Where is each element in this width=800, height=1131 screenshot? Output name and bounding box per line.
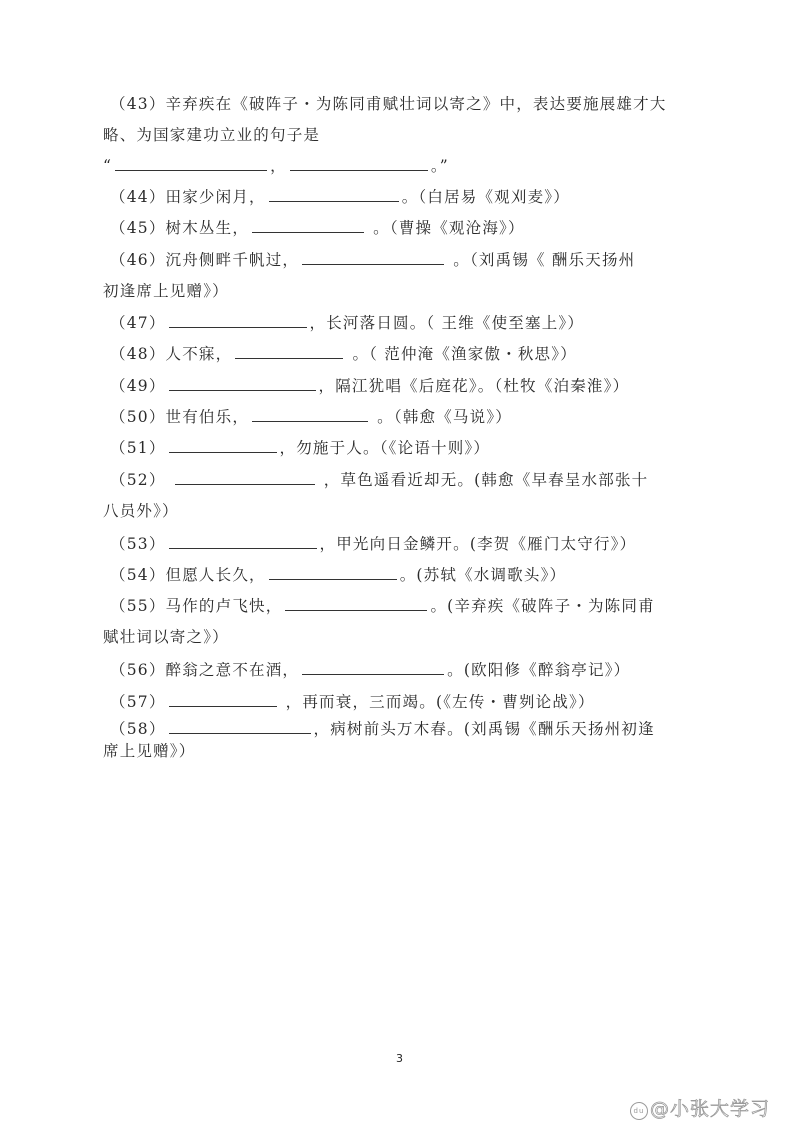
question-source: 。（刘禹锡《 酬乐天扬州 bbox=[447, 251, 636, 269]
question-source: 八员外》） bbox=[103, 502, 179, 520]
question-55 bbox=[110, 596, 655, 616]
question-number: （52） bbox=[110, 471, 166, 489]
question-number: （44） bbox=[110, 188, 166, 206]
question-46 bbox=[110, 250, 635, 270]
answer-blank[interactable] bbox=[235, 344, 343, 359]
answer-blank[interactable] bbox=[302, 660, 444, 675]
answer-blank[interactable] bbox=[269, 187, 399, 202]
question-source: ，草色遥看近却无。(韩愈《早春呈水部张十 bbox=[317, 471, 649, 489]
question-source: 。（曹操《观沧海》） bbox=[367, 219, 525, 237]
question-number: （58） bbox=[110, 720, 166, 738]
watermark bbox=[630, 1094, 770, 1121]
answer-blank[interactable] bbox=[252, 407, 368, 422]
question-number: （47） bbox=[110, 314, 166, 332]
question-source: 。（白居易《观刈麦》） bbox=[401, 188, 570, 206]
answer-blank[interactable] bbox=[175, 470, 315, 485]
question-text: 田家少闲月， bbox=[165, 188, 266, 206]
answer-blank[interactable] bbox=[169, 534, 317, 549]
question-number: （49） bbox=[110, 377, 166, 395]
question-number: （45） bbox=[110, 219, 166, 237]
question-source: 席上见赠》） bbox=[103, 742, 196, 760]
answer-blank[interactable] bbox=[169, 313, 307, 328]
question-number: （54） bbox=[110, 566, 166, 584]
question-text: 树木丛生， bbox=[165, 219, 250, 237]
question-source: ，隔江犹唱《后庭花》。（杜牧《泊秦淮》） bbox=[318, 377, 630, 395]
question-source: ，勿施于人。（《论语十则》） bbox=[279, 439, 491, 457]
answer-blank[interactable] bbox=[115, 156, 267, 171]
question-number: （51） bbox=[110, 439, 166, 457]
question-50 bbox=[110, 407, 512, 427]
question-source: 。(欧阳修《醉翁亭记》） bbox=[447, 661, 631, 679]
answer-blank[interactable] bbox=[290, 156, 428, 171]
end-quote: 。” bbox=[430, 157, 449, 175]
question-source: 初逢席上见赠》） bbox=[103, 282, 229, 300]
question-source: 赋壮词以寄之》） bbox=[103, 628, 229, 646]
question-49 bbox=[110, 376, 629, 396]
question-text: 但愿人长久， bbox=[165, 566, 266, 584]
question-number: （50） bbox=[110, 408, 166, 426]
open-quote: “ bbox=[103, 157, 113, 175]
question-text: 沉舟侧畔千帆过， bbox=[165, 251, 300, 269]
question-number: （43） bbox=[110, 95, 166, 113]
question-number: （57） bbox=[110, 693, 166, 711]
baidu-paw-icon: du bbox=[630, 1102, 648, 1120]
answer-blank[interactable] bbox=[285, 596, 427, 611]
answer-blank[interactable] bbox=[169, 719, 311, 734]
question-source: 。（ 范仲淹《渔家傲・秋思》） bbox=[346, 345, 577, 363]
question-text: 醉翁之意不在酒， bbox=[165, 661, 300, 679]
question-57 bbox=[110, 692, 595, 712]
question-43-answer bbox=[103, 156, 449, 176]
question-52-continuation bbox=[103, 501, 179, 521]
question-source: 。（韩愈《马说》） bbox=[371, 408, 512, 426]
question-47 bbox=[110, 313, 584, 333]
answer-blank[interactable] bbox=[252, 218, 364, 233]
question-source: ，甲光向日金鳞开。(李贺《雁门太守行》） bbox=[319, 535, 637, 553]
watermark-text: @小张大学习 bbox=[650, 1098, 771, 1120]
answer-blank[interactable] bbox=[169, 376, 316, 391]
question-number: （46） bbox=[110, 251, 166, 269]
answer-blank[interactable] bbox=[169, 438, 277, 453]
separator: ， bbox=[270, 157, 287, 175]
question-51 bbox=[110, 438, 490, 458]
question-55-continuation bbox=[103, 627, 229, 647]
question-58-continuation bbox=[103, 741, 195, 761]
question-45 bbox=[110, 218, 525, 238]
page-number: 3 bbox=[396, 1052, 403, 1065]
question-source: 。(苏轼《水调歌头》） bbox=[399, 566, 567, 584]
question-text: 略、为国家建功立业的句子是 bbox=[103, 126, 321, 144]
question-source: 。(辛弃疾《破阵子・为陈同甫 bbox=[430, 597, 655, 615]
question-43 bbox=[110, 94, 667, 114]
question-number: （55） bbox=[110, 597, 166, 615]
question-44 bbox=[110, 187, 570, 207]
question-source: ，长河落日圆。（ 王维《使至塞上》） bbox=[309, 314, 585, 332]
question-text: 世有伯乐， bbox=[165, 408, 250, 426]
question-number: （48） bbox=[110, 345, 166, 363]
answer-blank[interactable] bbox=[169, 692, 277, 707]
answer-blank[interactable] bbox=[302, 250, 444, 265]
question-number: （56） bbox=[110, 661, 166, 679]
question-text: 辛弃疾在《破阵子・为陈同甫赋壮词以寄之》中，表达要施展雄才大 bbox=[165, 95, 667, 113]
question-48 bbox=[110, 344, 577, 364]
question-56 bbox=[110, 660, 630, 680]
question-number: （53） bbox=[110, 535, 166, 553]
question-text: 人不寐， bbox=[165, 345, 233, 363]
answer-blank[interactable] bbox=[269, 565, 397, 580]
question-58 bbox=[110, 719, 655, 739]
question-53 bbox=[110, 534, 636, 554]
question-source: ，病树前头万木春。(刘禹锡《酬乐天扬州初逢 bbox=[313, 720, 655, 738]
question-text: 马作的卢飞快， bbox=[165, 597, 283, 615]
question-source: ，再而衰，三而竭。(《左传・曹刿论战》） bbox=[279, 693, 595, 711]
question-54 bbox=[110, 565, 566, 585]
question-52 bbox=[110, 470, 648, 490]
question-43-continuation bbox=[103, 125, 320, 145]
question-46-continuation bbox=[103, 281, 229, 301]
